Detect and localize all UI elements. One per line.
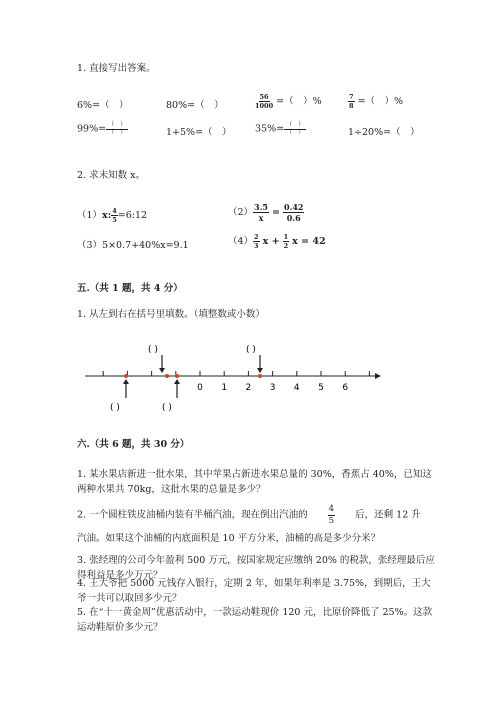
tick-label: 6 <box>342 383 349 393</box>
calc-item: 35%= $\frac{( )}{( )}$ <box>255 121 305 136</box>
tick-label: 5 <box>318 383 324 393</box>
calc-item: 1÷20%=（ ） <box>348 127 420 138</box>
point-marker <box>258 374 262 378</box>
word-problem-1: 1. 某水果店新进一批水果，其中苹果占新进水果总量的 30%，香蕉占 40%，已知这两种水果共 70kg，这批水果的总量是多少？ <box>77 469 432 495</box>
arrowhead-icon <box>123 379 129 384</box>
fraction: $\frac{1}{2}$ <box>283 232 289 250</box>
tick-label: 3 <box>269 383 276 393</box>
calc-item: 1+5%=（ ） <box>166 127 232 138</box>
equation-1: （1）x: $\frac{4}{5}$ =6:12 <box>77 206 148 224</box>
word-problem-3: 3. 张经理的公司今年盈利 500 万元，按国家规定应缴纳 20% 的税款，张经理最后应得利益是多少万元？ <box>77 555 435 581</box>
calc-item: $\frac{7}{8}$ =（ ）% <box>349 92 404 110</box>
equation-3: （3）5×0.7+40%x=9.1 <box>77 240 189 251</box>
fraction: $\frac{4}{5}$ <box>112 206 117 224</box>
tick-label: 2 <box>245 383 252 393</box>
point-marker <box>175 374 179 378</box>
tick-label: 4 <box>293 383 300 393</box>
fraction: $\frac{3.5}{x}$ <box>254 202 268 223</box>
fraction: $\frac{0.42}{0.6}$ <box>284 202 304 223</box>
word-problem-2-line1: 2. 一个圆柱铁皮油桶内装有半桶汽油，现在倒出汽油的 $\frac{4}{5}$ 后，还剩 12 升 <box>77 504 421 526</box>
arrowhead-icon <box>257 368 263 373</box>
arrowhead-icon <box>375 373 381 379</box>
point-marker <box>124 374 128 378</box>
fraction: $\frac{56}{1000}$ <box>255 92 274 110</box>
question-heading-calc: 1. 直接写出答案。 <box>77 63 156 74</box>
question-heading-solve: 2. 求未知数 x。 <box>77 170 145 181</box>
number-line-figure <box>70 340 390 420</box>
answer-blank: ( ) <box>148 345 158 355</box>
fraction: $\frac{7}{8}$ <box>349 92 354 110</box>
fraction: $\frac{4}{5}$ <box>328 504 335 526</box>
tick-label: 1 <box>221 383 228 393</box>
calc-item: 99%= $\frac{( )}{( )}$ <box>77 121 127 136</box>
word-problem-5: 5. 在“十一黄金周”优惠活动中，一款运动鞋现价 120 元，比原价降低了 25%。这款运动鞋原价多少元？ <box>77 607 433 633</box>
equation-4: （4） $\frac{2}{3}$ x + $\frac{1}{2}$ x = 42 <box>228 232 326 250</box>
answer-blank: ( ) <box>246 345 256 355</box>
section-title-6: 六.（共 6 题，共 30 分） <box>77 439 190 450</box>
blank-fraction: $\frac{( )}{( )}$ <box>108 121 127 136</box>
word-problem-2-line2: 汽油。如果这个油桶的内底面积是 10 平方分米，油桶的高是多少分米？ <box>77 533 381 544</box>
word-problem-4: 4. 王大爷把 5000 元钱存入银行，定期 2 年，如果年利率是 3.75%，到期后，王大爷一共可以取回多少元？ <box>77 578 431 604</box>
equation-2: （2） $\frac{3.5}{x}$ = $\frac{0.42}{0.6}$ <box>228 202 304 223</box>
blank-fraction: $\frac{( )}{( )}$ <box>286 121 305 136</box>
calc-item: 80%=（ ） <box>166 100 224 111</box>
arrowhead-icon <box>174 379 180 384</box>
point-marker <box>165 374 169 378</box>
question-number-line: 1. 从左到右在括号里填数。（填整数或小数） <box>77 309 265 320</box>
calc-item: 6%=（ ） <box>77 100 129 111</box>
fraction: $\frac{2}{3}$ <box>254 232 259 250</box>
section-title-5: 五.（共 1 题，共 4 分） <box>77 283 183 294</box>
answer-blank: ( ) <box>162 403 172 413</box>
answer-blank: ( ) <box>110 403 120 413</box>
tick-label: 0 <box>197 383 203 393</box>
arrowhead-icon <box>159 368 165 373</box>
calc-item: $\frac{56}{1000}$ =（ ）% <box>255 92 322 110</box>
